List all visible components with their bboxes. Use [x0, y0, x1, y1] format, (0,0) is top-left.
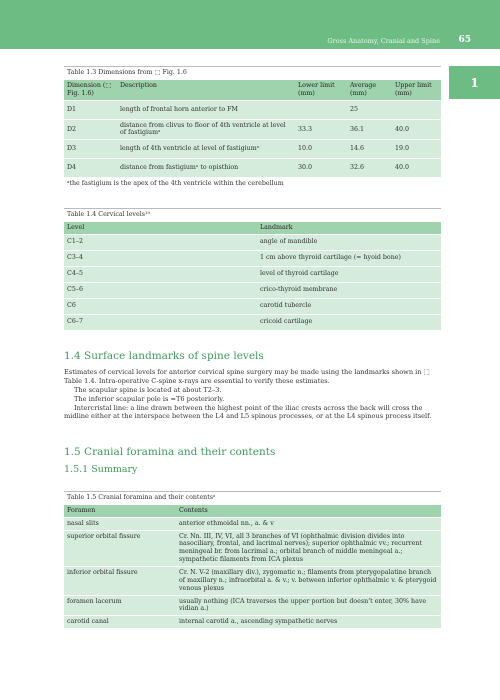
table-cell: 14.6 — [347, 140, 392, 159]
table-cell: level of thyroid cartilage — [257, 266, 441, 282]
table-cell: 32.6 — [347, 159, 392, 178]
table-row — [64, 100, 441, 119]
table-cranial-foramina — [64, 491, 441, 629]
table-row — [64, 250, 441, 266]
paragraph: Intercristal line: a line drawn between the highest point of the iliac crests across the back will cross the midline either at the interspace between the L4 and L5 spinous processes, or at the L4 spinous process itself. — [64, 403, 432, 421]
column-header: Average (mm) — [347, 79, 392, 100]
table-cell: 1 cm above thyroid cartilage (≈ hyoid bone) — [257, 250, 441, 266]
table-cell — [392, 100, 441, 119]
table-cell: usually nothing (ICA traverses the upper portion but doesn’t enter, 30% have vidian a.) — [176, 595, 441, 616]
table-cell: nasal slits — [64, 517, 176, 530]
table-cell: C4–5 — [64, 266, 257, 282]
table-caption: Table 1.3 Dimensions from ⬚ Fig. 1.6 — [64, 67, 441, 80]
table-row — [64, 595, 441, 616]
table-row — [64, 282, 441, 298]
column-header: Landmark — [257, 221, 441, 234]
table-cell: Cr. N. V-2 (maxillary div.), zygomatic n.; filaments from pterygopalatine branch of maxillary n.; infraorbital a. & v.; v. between inferior ophthalmic v. & pterygoid venous plexus — [176, 567, 441, 596]
subsection-heading: 1.5.1 Summary — [64, 464, 138, 475]
table-cell: angle of mandible — [257, 234, 441, 250]
table-cell: 25 — [347, 100, 392, 119]
table-row — [64, 140, 441, 159]
table-cell: 33.3 — [295, 119, 347, 140]
paragraph: Estimates of cervical levels for anterior cervical spine surgery may be made using the landmarks shown in ⬚ Table 1.4. Intra-operative C-spine x-rays are essential to verify these estimates. — [64, 368, 430, 385]
table-cell: 36.1 — [347, 119, 392, 140]
table-cell: 40.0 — [392, 119, 441, 140]
page-number: 65 — [458, 35, 471, 45]
table-row — [64, 314, 441, 330]
header-band — [0, 0, 500, 49]
table-cell: D2 — [64, 119, 117, 140]
table-cell: cricoid cartilage — [257, 314, 441, 330]
table-cell: C1–2 — [64, 234, 257, 250]
table-cell: 30.0 — [295, 159, 347, 178]
paragraph: The inferior scapular pole is ≈T6 posteriorly. — [74, 394, 225, 403]
table-row — [64, 567, 441, 596]
column-header: Contents — [176, 504, 441, 517]
table-caption: Table 1.4 Cervical levels¹⁹ — [64, 209, 441, 222]
table-row — [64, 298, 441, 314]
table-row — [64, 119, 441, 140]
table-cell: D4 — [64, 159, 117, 178]
table-footnote: ᵃthe fastigium is the apex of the 4th ventricle within the cerebellum — [64, 178, 441, 191]
table-cell: C5–6 — [64, 282, 257, 298]
section-heading: 1.4 Surface landmarks of spine levels — [64, 350, 264, 362]
table-dimensions — [64, 66, 441, 191]
table-cell: crico-thyroid membrane — [257, 282, 441, 298]
table-caption: Table 1.5 Cranial foramina and their contentsᵃ — [64, 492, 441, 505]
table-cell: C6 — [64, 298, 257, 314]
paragraph: The scapular spine is located at about T2–3. — [74, 385, 222, 394]
column-header: Lower limit (mm) — [295, 79, 347, 100]
column-header: Foramen — [64, 504, 176, 517]
table-cell: D3 — [64, 140, 117, 159]
table-cell: internal carotid a., ascending sympathetic nerves — [176, 616, 441, 629]
column-header: Level — [64, 221, 257, 234]
table-cell: C6–7 — [64, 314, 257, 330]
table-cell: D1 — [64, 100, 117, 119]
column-header: Description — [117, 79, 295, 100]
table-row — [64, 266, 441, 282]
table-cell: length of frontal horn anterior to FM — [117, 100, 295, 119]
table-cell: inferior orbital fissure — [64, 567, 176, 596]
table-cell: Cr. Nn. III, IV, VI, all 3 branches of VI (ophthalmic division divides into nasociliary, frontal, and lacrimal nerves); superior ophthalmic vv.; recurrent meningeal br. from lacrimal a.; orbital branch of middle meningeal a.; sympathetic filaments from ICA plexus — [176, 530, 441, 566]
section-body — [64, 368, 441, 421]
table-cervical-levels — [64, 208, 441, 331]
table-cell: 40.0 — [392, 159, 441, 178]
table-cell — [295, 100, 347, 119]
table-row — [64, 616, 441, 629]
table-cell: distance from fastigiumᵃ to opisthion — [117, 159, 295, 178]
table-cell: 10.0 — [295, 140, 347, 159]
table-cell: distance from clivus to floor of 4th ventricle at level of fastigiumᵃ — [117, 119, 295, 140]
table-cell: superior orbital fissure — [64, 530, 176, 566]
table-cell: carotid canal — [64, 616, 176, 629]
column-header: Upper limit (mm) — [392, 79, 441, 100]
table-cell: anterior ethmoidal nn., a. & v — [176, 517, 441, 530]
table-cell: length of 4th ventricle at level of fastigiumᵃ — [117, 140, 295, 159]
table-row — [64, 517, 441, 530]
section-heading: 1.5 Cranial foramina and their contents — [64, 446, 276, 458]
chapter-tab: 1 — [449, 66, 500, 99]
table-row — [64, 530, 441, 566]
table-row — [64, 234, 441, 250]
column-header: Dimension (⬚ Fig. 1.6) — [64, 79, 117, 100]
running-head: Gross Anatomy, Cranial and Spine — [327, 37, 440, 45]
table-cell: carotid tubercle — [257, 298, 441, 314]
table-cell: C3–4 — [64, 250, 257, 266]
table-cell: foramen lacerum — [64, 595, 176, 616]
table-cell: 19.0 — [392, 140, 441, 159]
table-row — [64, 159, 441, 178]
